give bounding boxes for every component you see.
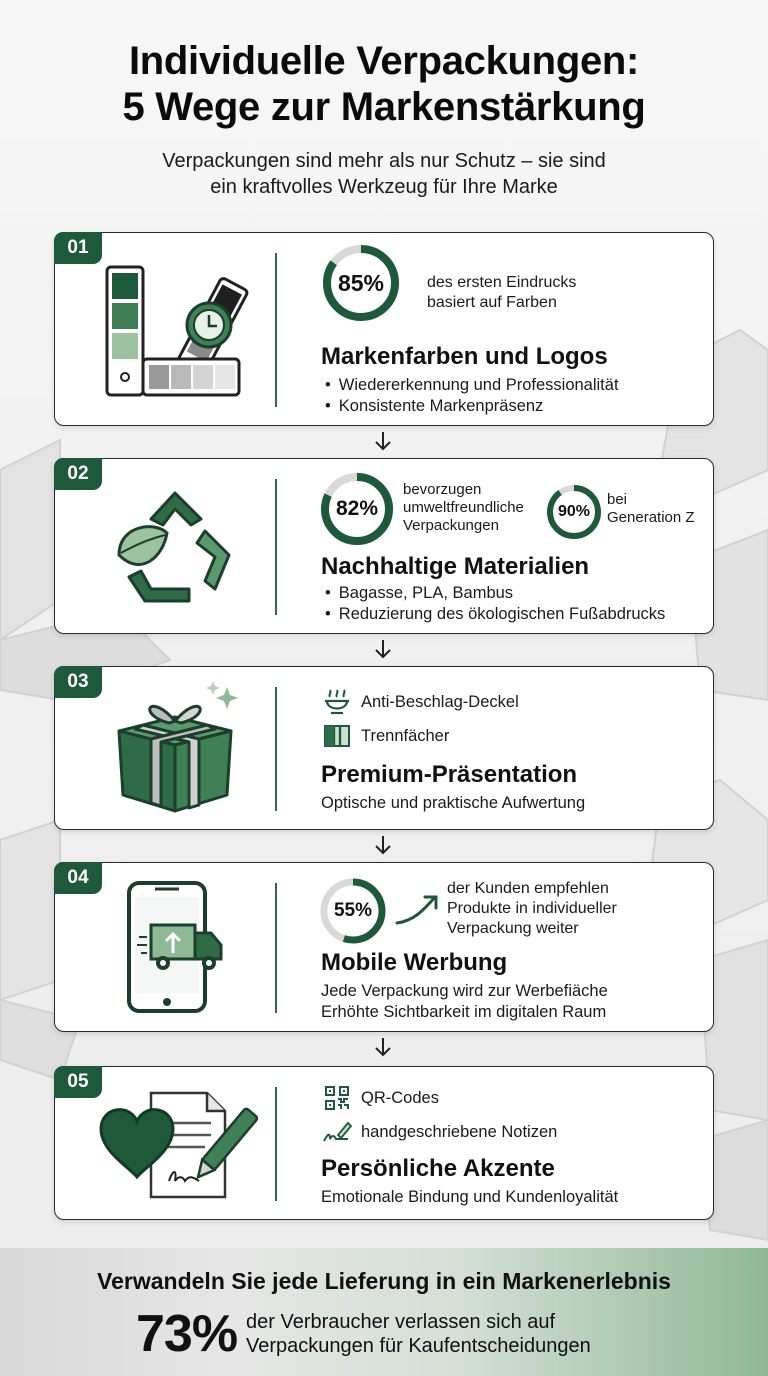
card-number-badge: 05 [54,1066,102,1098]
description-line: Erhöhte Sichtbarkeit im digitalen Raum [321,1003,607,1021]
gift-box-icon [109,681,249,817]
feature-label: Anti-Beschlag-Deckel [361,692,519,711]
stat-text-line: Verpackungen [403,517,499,534]
card-heading: Nachhaltige Materialien [321,553,590,580]
phone-delivery-truck-icon [121,881,231,1015]
card-number-badge: 01 [54,232,102,264]
feature-label: QR-Codes [361,1088,439,1107]
bullet-list [325,583,665,625]
footer-big-stat: 73% [136,1305,238,1363]
subtitle-line-1: Verpackungen sind mehr als nur Schutz – sie sind [162,150,606,172]
title-line-1: Individuelle Verpackungen: [128,39,640,83]
page-title [0,38,768,130]
stat-value: 55% [333,900,373,921]
page-subtitle [0,148,768,200]
stat-value: 85% [337,269,385,296]
card-number-badge: 04 [54,862,102,894]
card-divider [275,1087,277,1201]
footer-title: Verwandeln Sie jede Lieferung in ein Markenerlebnis [97,1268,671,1294]
feature-anti-fog [321,689,519,715]
feature-compartments [321,723,449,749]
feature-label: handgeschriebene Notizen [361,1122,558,1141]
card-heading: Premium-Präsentation [321,761,578,788]
stat-ring-85 [321,243,401,323]
stat-text-line: basiert auf Farben [427,294,557,311]
stat-ring-55 [319,877,387,945]
card-description: Emotionale Bindung und Kundenloyalität [321,1188,619,1206]
card-divider [275,479,277,615]
stat-text-line: bevorzugen [403,481,482,498]
bullet-item: • Wiedererkennung und Professionalität [325,375,619,396]
stat-text-line: der Kunden empfehlen [447,880,609,897]
title-line-2: 5 Wege zur Markenstärkung [122,85,646,129]
feature-label: Trennfächer [361,726,450,745]
arrow-down-icon [372,430,394,452]
arrow-down-icon [372,834,394,856]
color-swatch-icon [99,259,249,403]
stat-description [403,481,524,535]
card-divider [275,883,277,1013]
card-persoenlich [54,1066,714,1220]
stat-value: 90% [557,503,591,520]
stat-ring-82 [319,471,395,547]
stat-description [607,491,695,527]
card-mobile-werbung [54,862,714,1032]
trend-up-arrow-icon [393,891,443,927]
card-description [321,981,608,1023]
footer-banner [0,1248,768,1376]
card-markenfarben [54,232,714,426]
heart-letter-pen-icon [95,1085,259,1203]
card-premium [54,666,714,830]
card-description: Optische und praktische Aufwertung [321,794,586,812]
divider-compartment-icon [321,723,353,749]
arrow-down-icon [372,638,394,660]
footer-stat-description [246,1310,591,1358]
footer-text-line: der Verbraucher verlassen sich auf [246,1311,556,1333]
subtitle-line-2: ein kraftvolles Werkzeug für Ihre Marke [210,176,558,198]
arrow-down-icon [372,1036,394,1058]
stat-text-line: Verpackung weiter [447,920,579,937]
description-line: Jede Verpackung wird zur Werbefiäche [321,982,608,1000]
handwriting-pen-icon [321,1119,353,1145]
qr-code-icon [321,1085,353,1111]
card-heading: Mobile Werbung [321,949,508,976]
card-heading: Markenfarben und Logos [321,343,608,370]
card-heading: Persönliche Akzente [321,1155,555,1182]
bullet-list [325,375,619,417]
stat-text-line: bei [607,491,628,508]
stat-ring-90 [545,483,603,541]
feature-handwritten [321,1119,557,1145]
card-divider [275,687,277,811]
card-divider [275,253,277,407]
feature-qr [321,1085,439,1111]
stat-text-line: Generation Z [607,509,695,526]
bullet-item: • Bagasse, PLA, Bambus [325,583,665,604]
stat-value: 82% [335,497,379,520]
stat-text-line: des ersten Eindrucks [427,274,577,291]
stat-text-line: Produkte in individueller [447,900,617,917]
stat-text-line: umweltfreundliche [403,499,524,516]
stat-description [427,273,576,313]
stat-description [447,879,617,939]
card-number-badge: 03 [54,666,102,698]
card-nachhaltig [54,458,714,634]
recycle-leaf-icon [105,485,245,611]
footer-text-line: Verpackungen für Kaufentscheidungen [246,1335,591,1357]
steam-bowl-icon [321,689,353,715]
card-number-badge: 02 [54,458,102,490]
bullet-item: • Konsistente Markenpräsenz [325,396,619,417]
bullet-item: • Reduzierung des ökologischen Fußabdrucks [325,604,665,625]
